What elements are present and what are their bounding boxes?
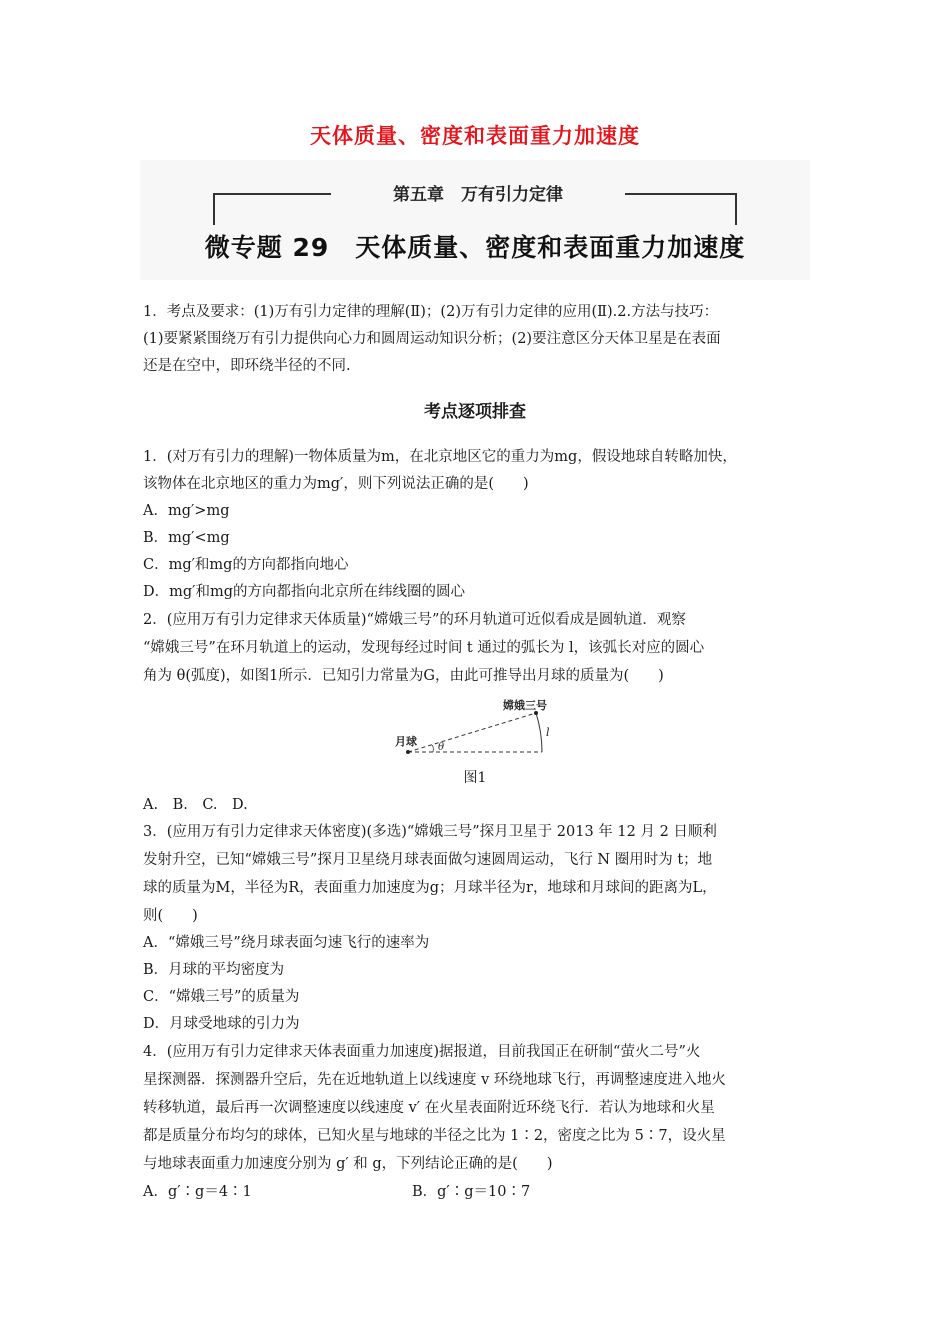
q2-stem-line: “嫦娥三号”在环月轨道上的运动，发现每经过时间 t 通过的弧长为 l，该弧长对应的圆心 [143,640,705,656]
satellite-label: 嫦娥三号 [503,699,547,712]
arc-length-label: l [546,726,550,739]
q1-stem-line: 该物体在北京地区的重力为mg′，则下列说法正确的是( ) [143,476,529,492]
q3-stem-line: 球的质量为M，半径为R，表面重力加速度为g；月球半径为r，地球和月球间的距离为L， [143,880,717,896]
intro-line: 还是在空中，即环绕半径的不同. [143,358,351,374]
topic-title: 微专题 29 天体质量、密度和表面重力加速度 [204,233,746,262]
q1-option-c: C．mg′和mg的方向都指向地心 [143,557,349,573]
q3-option-d: D．月球受地球的引力为 [143,1016,300,1032]
q4-option-a: A．g′∶g＝4∶1 [143,1184,252,1200]
banner-rule-left [213,193,331,195]
q2-options: A. B. C. D. [143,797,248,813]
banner-rule-right [625,193,737,195]
q1-option-d: D．mg′和mg的方向都指向北京所在纬线圈的圆心 [143,584,465,600]
section-heading: 考点逐项排查 [424,402,526,422]
angle-arc [432,745,433,752]
figure-1-diagram [395,698,565,760]
q3-option-c: C．“嫦娥三号”的质量为 [143,989,300,1005]
q3-option-b: B．月球的平均密度为 [143,962,285,978]
q1-option-b: B．mg′<mg [143,530,230,546]
figure-caption: 图1 [463,770,487,786]
q1-stem-line: 1．(对万有引力的理解)一物体质量为m，在北京地区它的重力为mg，假设地球自转略加快， [143,449,737,465]
banner-tick-right [735,193,737,225]
moon-point [406,750,410,754]
chapter-banner [140,160,810,280]
angle-label: θ [438,742,445,753]
q3-stem-line: 发射升空，已知“嫦娥三号”探月卫星绕月球表面做匀速圆周运动，飞行 N 圈用时为 t；地 [143,852,713,868]
q4-option-b: B．g′∶g＝10∶7 [412,1184,531,1200]
q2-stem-line: 2．(应用万有引力定律求天体质量)“嫦娥三号”的环月轨道可近似看成是圆轨道．观察 [143,612,686,628]
chapter-title: 第五章 万有引力定律 [393,185,563,205]
q2-stem-line: 角为 θ(弧度)，如图1所示．已知引力常量为G，由此可推导出月球的质量为( ) [143,668,664,684]
intro-line: (1)要紧紧围绕万有引力提供向心力和圆周运动知识分析；(2)要注意区分天体卫星是在表面 [143,331,721,347]
q3-stem-line: 3．(应用万有引力定律求天体密度)(多选)“嫦娥三号”探月卫星于 2013 年 12 月 2 日顺利 [143,824,717,840]
q1-option-a: A．mg′>mg [143,503,230,519]
intro-line: 1．考点及要求：(1)万有引力定律的理解(Ⅱ)；(2)万有引力定律的应用(Ⅱ).2.方法与技巧： [143,304,719,320]
q4-stem-line: 4．(应用万有引力定律求天体表面重力加速度)据报道，目前我国正在研制“萤火二号”火 [143,1044,701,1060]
q4-stem-line: 都是质量分布均匀的球体，已知火星与地球的半径之比为 1∶2，密度之比为 5∶7，设火星 [143,1128,726,1144]
page-title: 天体质量、密度和表面重力加速度 [310,124,640,148]
banner-tick-left [213,193,215,225]
q4-stem-line: 转移轨道，最后再一次调整速度以线速度 v′ 在火星表面附近环绕飞行．若认为地球和火星 [143,1100,715,1116]
q4-stem-line: 与地球表面重力加速度分别为 g′ 和 g，下列结论正确的是( ) [143,1156,553,1172]
q3-option-a: A．“嫦娥三号”绕月球表面匀速飞行的速率为 [143,935,430,951]
q3-stem-line: 则( ) [143,908,198,924]
moon-to-satellite-line [408,713,536,752]
q4-stem-line: 星探测器．探测器升空后，先在近地轨道上以线速度 v 环绕地球飞行，再调整速度进入地火 [143,1072,726,1088]
orbit-arc [536,713,542,752]
moon-label: 月球 [395,735,417,748]
